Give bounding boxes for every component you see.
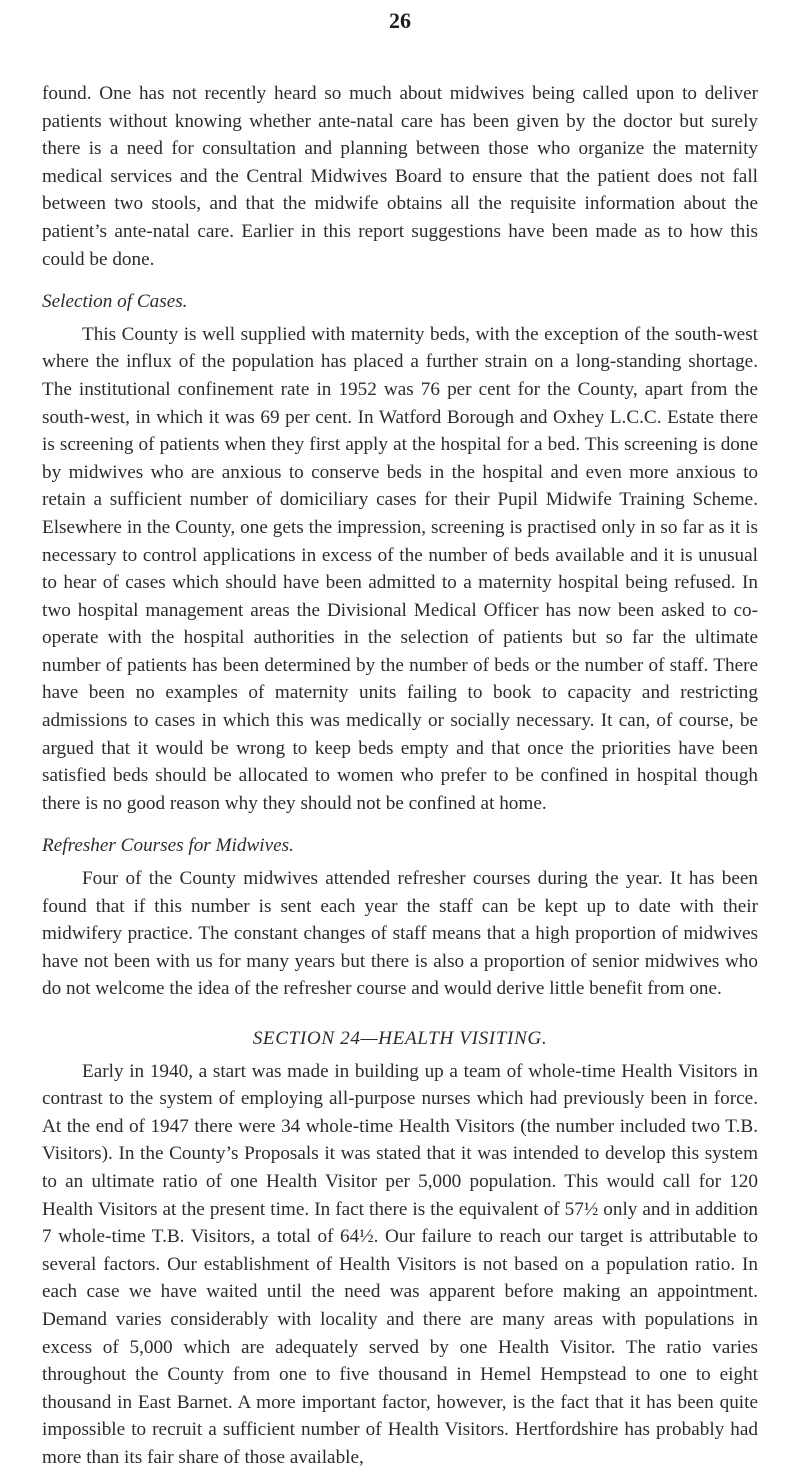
page-number: 26 (389, 8, 411, 33)
section-24-heading: SECTION 24—HEALTH VISITING. (252, 1028, 548, 1049)
selection-of-cases-paragraph: This County is well supplied with maternity beds, with the exception of the south-west where the influx of the population has placed a further strain on a long-standing shortage. The institutional confinement rate in 1952 was 76 per cent for the County, apart from the south-west, in which it was 69 per cent. In Watford Borough and Oxhey L.C.C. Estate there is screening of patients when they first apply at the hospital for a bed. This screening is done by midwives who are anxious to conserve beds in the hospital and even more anxious to retain a sufficient number of domiciliary cases for their Pupil Midwife Training Scheme. Elsewhere in the County, one gets the impression, screening is practised only in so far as it is necessary to control applications in excess of the number of beds available and it is unusual to hear of cases which should have been admitted to a maternity hospital being refused. In two hospital management areas the Divisional Medical Officer has now been asked to co-operate with the hospital authorities in the selection of patients but so far the ultimate number of patients has been determined by the number of beds or the number of staff. There have been no examples of maternity units failing to book to capacity and restricting admissions to cases in which this was medically or socially necessary. It can, of course, be argued that it would be wrong to keep beds empty and that once the priorities have been satisfied beds should be allocated to women who prefer to be confined in hospital though there is no good reason why they should not be confined at home. (42, 323, 758, 814)
refresher-courses-heading: Refresher Courses for Midwives. (42, 835, 294, 857)
health-visiting-paragraph: Early in 1940, a start was made in building up a team of whole-time Health Visitors in contrast to the system of employing all-purpose nurses which had previously been in force. At the end of 1947 there were 34 whole-time Health Visitors (the number included two T.B. Visitors). In the County’s Proposals it was stated that it was intended to develop this system to an ultimate ratio of one Health Visitor per 5,000 population. This would call for 120 Health Visitors at the present time. In fact there is the equivalent of 57½ only and in addition 7 whole-time T.B. Visitors, a total of 64½. Our failure to reach our target is attributable to several factors. Our establishment of Health Visitors is not based on a population ratio. In each case we have waited until the need was apparent before making an appointment. Demand varies considerably with locality and there are many areas with populations in excess of 5,000 which are adequately served by one Health Visitor. The ratio varies throughout the County from one to five thousand in Hemel Hempstead to one to eight thousand in East Barnet. A more important factor, however, is the fact that it has been quite impossible to recruit a sufficient number of Health Visitors. Hertfordshire has probably had more than its fair share of those available, (42, 1060, 758, 1468)
page-content (42, 80, 758, 1472)
refresher-courses-paragraph: Four of the County midwives attended refresher courses during the year. It has been found that if this number is sent each year the staff can be kept up to date with their midwifery practice. The constant changes of staff means that a high proportion of midwives have not been with us for many years but there is also a proportion of senior midwives who do not welcome the idea of the refresher course and would derive little benefit from one. (42, 868, 758, 1000)
intro-paragraph: found. One has not recently heard so much about midwives being called upon to deliver patients without knowing whether ante-natal care has been given by the doctor but surely there is a need for consultation and planning between those who organize the maternity medical services and the Central Midwives Board to ensure that the patient does not fall between two stools, and that the midwife obtains all the requisite information about the patient’s ante-natal care. Earlier in this report suggestions have been made as to how this could be done. (42, 83, 758, 270)
selection-of-cases-heading: Selection of Cases. (42, 291, 188, 313)
